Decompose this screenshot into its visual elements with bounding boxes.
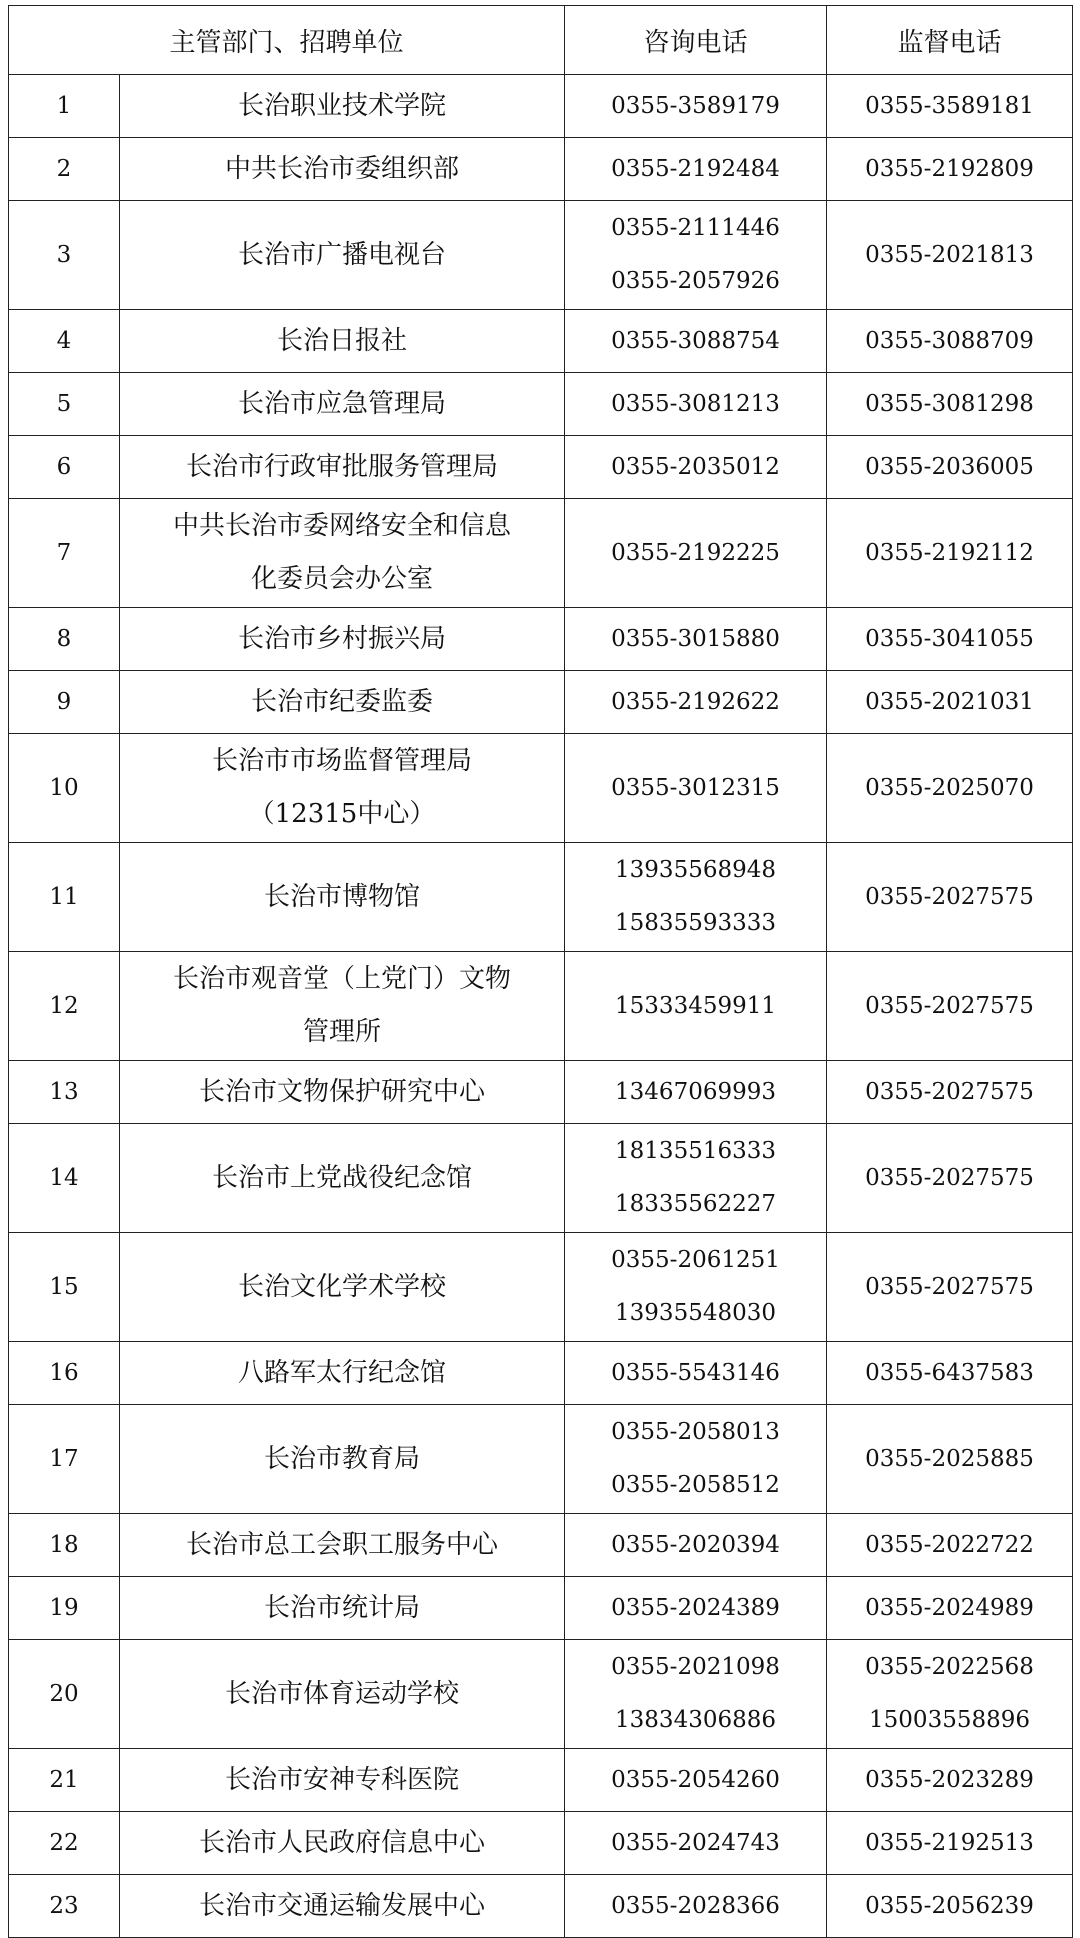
unit-name-cell: [120, 608, 565, 671]
supervise-phone-cell: [827, 436, 1073, 499]
row-number: 6: [9, 436, 120, 499]
unit-name-cell: [120, 843, 565, 952]
unit-name: 长治职业技术学院: [238, 90, 447, 121]
unit-name-cell: [120, 734, 565, 843]
supervise-phone: 0355-6437583: [865, 1359, 1034, 1386]
unit-name: 长治市统计局: [264, 1592, 421, 1623]
header-unit: [9, 6, 565, 75]
supervise-phone-cell: [827, 138, 1073, 201]
unit-name-cell: [120, 1640, 565, 1749]
supervise-phone-cell: [827, 952, 1073, 1061]
row-number: 10: [9, 734, 120, 843]
unit-name-cell: [120, 1233, 565, 1342]
unit-name-cell: [120, 1812, 565, 1875]
supervise-phone-cell: [827, 608, 1073, 671]
unit-name: 长治市观音堂（上党门）文物: [173, 964, 512, 994]
consult-phone-cell: [565, 734, 827, 843]
consult-phone-cell: [565, 1640, 827, 1749]
supervise-phone-cell: [827, 1514, 1073, 1577]
unit-name: 长治市行政审批服务管理局: [186, 451, 499, 482]
supervise-phone: 0355-2027575: [865, 1078, 1034, 1105]
table-row: [9, 1124, 1073, 1233]
consult-phone: 0355-2192225: [611, 539, 780, 566]
consult-phone: 0355-2021098: [611, 1654, 780, 1680]
consult-phone: 13834306886: [615, 1707, 776, 1733]
supervise-phone: 0355-2027575: [865, 1164, 1034, 1191]
consult-phone: 0355-2028366: [611, 1892, 780, 1919]
consult-phone: 0355-2057926: [611, 268, 780, 294]
unit-name-cell: [120, 201, 565, 310]
consult-phone: 13467069993: [615, 1078, 776, 1105]
unit-name: 八路军太行纪念馆: [238, 1357, 447, 1388]
row-number: 15: [9, 1233, 120, 1342]
header-supervise: [827, 6, 1073, 75]
supervise-phone-cell: [827, 373, 1073, 436]
unit-name-cell: [120, 1061, 565, 1124]
consult-phone: 0355-5543146: [611, 1359, 780, 1386]
row-number: 2: [9, 138, 120, 201]
table-row: [9, 373, 1073, 436]
supervise-phone-cell: [827, 1640, 1073, 1749]
unit-name-cell: [120, 310, 565, 373]
unit-name-cell: [120, 671, 565, 734]
supervise-phone-cell: [827, 1749, 1073, 1812]
table-row: [9, 1875, 1073, 1938]
unit-name: 长治市广播电视台: [238, 239, 447, 270]
supervise-phone-cell: [827, 499, 1073, 608]
unit-name: 长治市纪委监委: [251, 686, 434, 717]
supervise-phone: 0355-2027575: [865, 883, 1034, 910]
header-consult: [565, 6, 827, 75]
unit-name-cell: [120, 499, 565, 608]
table-row: [9, 1405, 1073, 1514]
supervise-phone: 0355-2023289: [865, 1766, 1034, 1793]
row-number: 7: [9, 499, 120, 608]
table-row: [9, 608, 1073, 671]
consult-phone: 0355-2192484: [611, 155, 780, 182]
consult-phone-cell: [565, 1124, 827, 1233]
table-row: [9, 436, 1073, 499]
row-number: 1: [9, 75, 120, 138]
header-unit-label: 主管部门、招聘单位: [169, 27, 404, 58]
unit-name-cell: [120, 75, 565, 138]
consult-phone: 0355-3012315: [611, 774, 780, 801]
header-supervise-label: 监督电话: [897, 27, 1002, 58]
consult-phone-cell: [565, 138, 827, 201]
row-number: 4: [9, 310, 120, 373]
supervise-phone-cell: [827, 1875, 1073, 1938]
table-body: [9, 75, 1073, 1938]
supervise-phone: 0355-2025070: [865, 774, 1034, 801]
table-row: [9, 1812, 1073, 1875]
row-number: 11: [9, 843, 120, 952]
supervise-phone-cell: [827, 1233, 1073, 1342]
unit-name: 长治文化学术学校: [238, 1271, 447, 1302]
supervise-phone-cell: [827, 671, 1073, 734]
consult-phone: 18335562227: [615, 1191, 776, 1217]
table-row: [9, 734, 1073, 843]
supervise-phone-cell: [827, 734, 1073, 843]
row-number: 9: [9, 671, 120, 734]
table-row: [9, 1061, 1073, 1124]
consult-phone-cell: [565, 608, 827, 671]
consult-phone: 0355-2061251: [611, 1247, 780, 1273]
unit-name: 中共长治市委组织部: [225, 153, 460, 184]
unit-name-cell: [120, 1749, 565, 1812]
consult-phone: 0355-3088754: [611, 327, 780, 354]
table-row: [9, 310, 1073, 373]
consult-phone: 0355-2058512: [611, 1472, 780, 1498]
table-row: [9, 499, 1073, 608]
unit-name-cell: [120, 1405, 565, 1514]
table-row: [9, 1577, 1073, 1640]
supervise-phone: 0355-2027575: [865, 992, 1034, 1019]
supervise-phone: 0355-2025885: [865, 1445, 1034, 1472]
table-row: [9, 201, 1073, 310]
consult-phone-cell: [565, 671, 827, 734]
row-number: 18: [9, 1514, 120, 1577]
supervise-phone-cell: [827, 843, 1073, 952]
supervise-phone: 0355-2021813: [865, 241, 1034, 268]
supervise-phone: 0355-2192112: [865, 539, 1034, 566]
row-number: 5: [9, 373, 120, 436]
row-number: 14: [9, 1124, 120, 1233]
unit-name: 长治市市场监督管理局: [212, 746, 473, 776]
consult-phone-cell: [565, 952, 827, 1061]
unit-name: 长治市人民政府信息中心: [199, 1827, 486, 1858]
supervise-phone: 0355-2192809: [865, 155, 1034, 182]
consult-phone-cell: [565, 1749, 827, 1812]
row-number: 8: [9, 608, 120, 671]
table-row: [9, 952, 1073, 1061]
consult-phone: 15835593333: [615, 910, 776, 936]
consult-phone-cell: [565, 499, 827, 608]
unit-name-cell: [120, 1577, 565, 1640]
supervise-phone: 0355-3041055: [865, 625, 1034, 652]
consult-phone: 0355-3589179: [611, 92, 780, 119]
supervise-phone-cell: [827, 310, 1073, 373]
row-number: 23: [9, 1875, 120, 1938]
unit-name: 长治市应急管理局: [238, 388, 447, 419]
consult-phone-cell: [565, 1342, 827, 1405]
table-row: [9, 843, 1073, 952]
row-number: 17: [9, 1405, 120, 1514]
supervise-phone-cell: [827, 201, 1073, 310]
unit-name-cell: [120, 138, 565, 201]
unit-name: 长治市总工会职工服务中心: [186, 1529, 499, 1560]
table-row: [9, 75, 1073, 138]
unit-name-cell: [120, 1875, 565, 1938]
table-row: [9, 671, 1073, 734]
supervise-phone-cell: [827, 1405, 1073, 1514]
table-row: [9, 1640, 1073, 1749]
consult-phone: 0355-2020394: [611, 1531, 780, 1558]
unit-name: 长治市乡村振兴局: [238, 623, 447, 654]
consult-phone-cell: [565, 1577, 827, 1640]
row-number: 16: [9, 1342, 120, 1405]
consult-phone: 0355-2035012: [611, 453, 780, 480]
supervise-phone: 0355-3088709: [865, 327, 1034, 354]
unit-name-cell: [120, 1514, 565, 1577]
row-number: 22: [9, 1812, 120, 1875]
consult-phone: 13935568948: [615, 857, 776, 883]
supervise-phone: 0355-2022722: [865, 1531, 1034, 1558]
supervise-phone: 0355-2021031: [865, 688, 1034, 715]
supervise-phone: 0355-3081298: [865, 390, 1034, 417]
unit-name: 长治市交通运输发展中心: [199, 1890, 486, 1921]
row-number: 3: [9, 201, 120, 310]
supervise-phone: 0355-2024989: [865, 1594, 1034, 1621]
contacts-table: [8, 5, 1073, 1938]
unit-name-cell: [120, 952, 565, 1061]
supervise-phone: 15003558896: [869, 1707, 1030, 1733]
consult-phone-cell: [565, 1812, 827, 1875]
consult-phone-cell: [565, 1233, 827, 1342]
consult-phone-cell: [565, 310, 827, 373]
unit-name: （12315中心）: [248, 799, 436, 829]
consult-phone-cell: [565, 373, 827, 436]
row-number: 12: [9, 952, 120, 1061]
supervise-phone: 0355-2022568: [865, 1654, 1034, 1680]
supervise-phone-cell: [827, 1061, 1073, 1124]
consult-phone: 0355-2054260: [611, 1766, 780, 1793]
supervise-phone: 0355-2056239: [865, 1892, 1034, 1919]
row-number: 21: [9, 1749, 120, 1812]
consult-phone-cell: [565, 1514, 827, 1577]
consult-phone-cell: [565, 1405, 827, 1514]
consult-phone-cell: [565, 201, 827, 310]
table-row: [9, 1342, 1073, 1405]
supervise-phone-cell: [827, 1124, 1073, 1233]
consult-phone: 0355-2111446: [611, 215, 780, 241]
unit-name: 长治市教育局: [264, 1443, 421, 1474]
consult-phone-cell: [565, 1061, 827, 1124]
header-consult-label: 咨询电话: [643, 27, 748, 58]
supervise-phone-cell: [827, 1812, 1073, 1875]
unit-name: 长治市上党战役纪念馆: [212, 1162, 473, 1193]
consult-phone-cell: [565, 436, 827, 499]
consult-phone: 0355-3081213: [611, 390, 780, 417]
supervise-phone: 0355-3589181: [865, 92, 1034, 119]
unit-name: 管理所: [303, 1017, 382, 1047]
unit-name: 长治市体育运动学校: [225, 1678, 460, 1709]
unit-name-cell: [120, 436, 565, 499]
row-number: 13: [9, 1061, 120, 1124]
header-row: [9, 6, 1073, 75]
supervise-phone: 0355-2036005: [865, 453, 1034, 480]
unit-name-cell: [120, 1342, 565, 1405]
table-row: [9, 1749, 1073, 1812]
unit-name: 长治日报社: [277, 325, 408, 356]
table-row: [9, 1514, 1073, 1577]
unit-name: 长治市安神专科医院: [225, 1764, 460, 1795]
table-row: [9, 1233, 1073, 1342]
row-number: 20: [9, 1640, 120, 1749]
consult-phone-cell: [565, 75, 827, 138]
consult-phone: 0355-2024389: [611, 1594, 780, 1621]
unit-name: 长治市文物保护研究中心: [199, 1076, 486, 1107]
supervise-phone-cell: [827, 1342, 1073, 1405]
unit-name-cell: [120, 1124, 565, 1233]
supervise-phone: 0355-2027575: [865, 1273, 1034, 1300]
unit-name: 化委员会办公室: [251, 564, 434, 594]
supervise-phone-cell: [827, 1577, 1073, 1640]
row-number: 19: [9, 1577, 120, 1640]
consult-phone: 0355-2024743: [611, 1829, 780, 1856]
consult-phone: 0355-3015880: [611, 625, 780, 652]
consult-phone: 15333459911: [615, 992, 776, 1019]
unit-name-cell: [120, 373, 565, 436]
consult-phone-cell: [565, 843, 827, 952]
table-row: [9, 138, 1073, 201]
consult-phone: 0355-2058013: [611, 1419, 780, 1445]
unit-name: 长治市博物馆: [264, 881, 421, 912]
consult-phone-cell: [565, 1875, 827, 1938]
supervise-phone: 0355-2192513: [865, 1829, 1034, 1856]
consult-phone: 0355-2192622: [611, 688, 780, 715]
supervise-phone-cell: [827, 75, 1073, 138]
consult-phone: 13935548030: [615, 1300, 776, 1326]
unit-name: 中共长治市委网络安全和信息: [173, 511, 512, 541]
consult-phone: 18135516333: [615, 1138, 776, 1164]
